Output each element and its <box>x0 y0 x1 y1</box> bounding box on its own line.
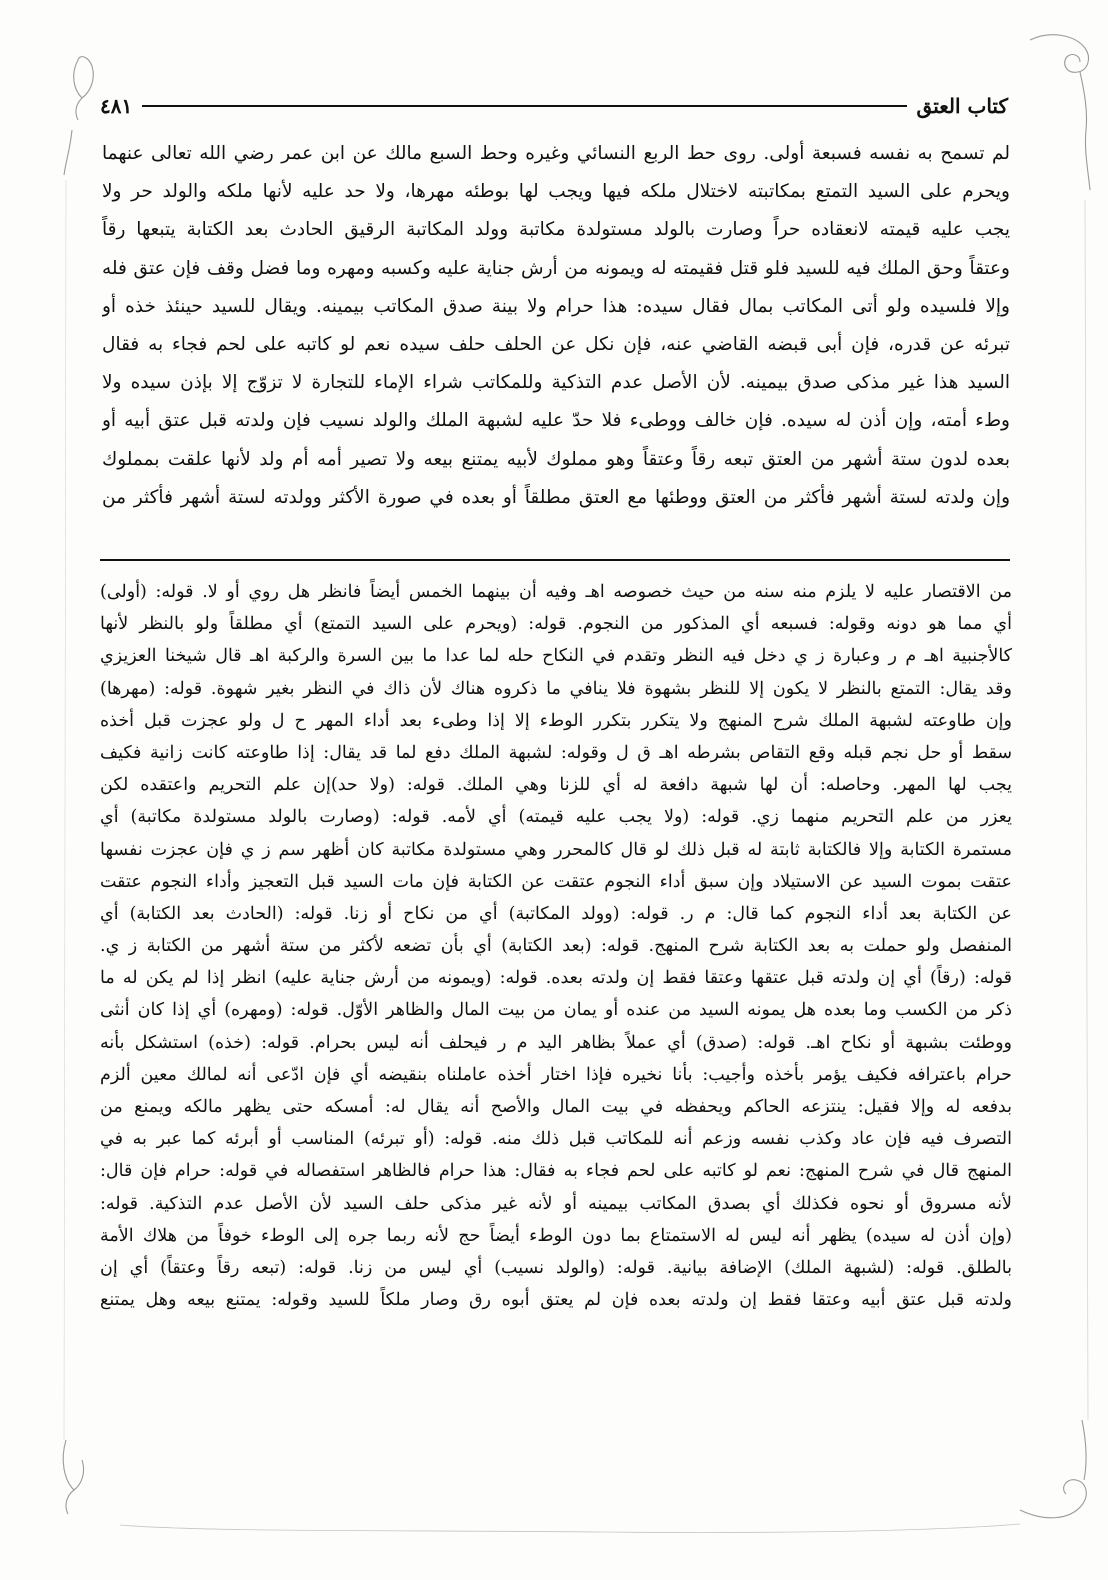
footnote-line: يعزر من علم التحريم منهما زي. قوله: (ولا يجب عليه قيمته) أي لأمه. قوله: (وصارت بالولد مستولدة مكاتبة) أي <box>100 807 1012 828</box>
text-line: ويحرم على السيد التمتع بمكاتبته لاختلال ملكه فيها ويجب لها بوطئه مهرها، ولا حد عليه لأنها ملكه والولد حر ولا <box>102 181 1010 203</box>
footnote-line: بالطلق. قوله: (لشبهة الملك) الإضافة بيانية. قوله: (والولد نسيب) أي ليس من زنا. قوله: (تبعه رقاً وعتقاً) أي إن <box>100 1257 1012 1278</box>
footnote-divider <box>100 559 1010 561</box>
footnote-line: (وإن أذن له سيده) يظهر أنه ليس له الاستمتاع بما دون الوطء أيضاً حج لأنه ربما جره إلى الوطء خوفاً من هلاك الأمة <box>100 1225 1012 1246</box>
footnote-line: المنهج قال في شرح المنهج: نعم لو كاتبه على لحم فجاء به فقال: هذا حرام فالظاهر استفصاله في قوله: حرام فإن قال: <box>100 1161 1012 1182</box>
text-line: وإن ولدته لستة أشهر فأكثر من العتق ووطئها مع العتق مطلقاً أو بعده في صورة الأكثر وولدته لستة أشهر فأكثر من <box>102 486 1010 508</box>
footnote-line: المنفصل ولو حملت به بعد الكتابة شرح المنهج. قوله: (بعد الكتابة) أي بأن تضعه لأكثر من ستة أشهر من الكتابة ز ي. <box>100 936 1012 957</box>
text-line: السيد هذا غير مذكى صدق بيمينه. لأن الأصل عدم التذكية وللمكاتب شراء الإماء للتجارة لا تزوّج إلا بإذن سيده ولا <box>102 372 1010 394</box>
text-line: لم تسمح به نفسه فسبعة أولى. روى حط الربع النسائي وغيره وحط السبع مالك عن ابن عمر رضي الله تعالى عنهما <box>102 143 1010 164</box>
footnote-line: حرام باعترافه فكيف يؤمر بأخذه وأجيب: بأنا نخيره فإذا اختار أخذه عاملناه بنقيضه أي فإن ادّعى أنه لمالك معين ألزم <box>100 1064 1012 1085</box>
footnote-line: قوله: (رقاً) أي إن ولدته قبل عتقها وعتقا فقط إن ولدته بعده. قوله: (ويمونه من أرش جناية عليه) انظر إذا لم يكن له ما <box>100 968 1012 989</box>
footnote-line: بدفعه له وإلا فقيل: ينتزعه الحاكم ويحفظه في بيت المال والأصح أنه يقال له: أمسكه حتى يظهر مالكه ويمنع من <box>100 1097 1012 1117</box>
footnotes-text <box>100 576 1012 1316</box>
footnote-line: مستمرة الكتابة وإلا فالكتابة ثابتة له قبل ذلك لو قال كالمحرر وهي مستولدة مكاتبة كان أظهر سم ز ي فإن عجزت نفسها <box>100 839 1012 860</box>
footnote-line: سقط أو حل نجم قبله وقع التقاص بشرطه اهـ ق ل وقوله: لشبهة الملك دفع لما قد يقال: إذا طاوعته كانت زانية فكيف <box>100 742 1012 763</box>
footnote-line: يجب لها المهر. وحاصله: أن لها شبهة دافعة له أي للزنا وهي الملك. قوله: (ولا حد)إن علم التحريم واعتقده لكن <box>100 775 1012 796</box>
footnote-line: أي مما هو دونه وقوله: فسبعه أي المذكور من النجوم. قوله: (ويحرم على السيد التمتع) أي مطلقاً ولو بالنظر لأنها <box>100 614 1012 635</box>
text-line: وعتقاً وحق الملك فيه للسيد فلو قتل فقيمته له ويمونه من أرش جناية عليه وكسبه ومهره وما فضل وقف فإن عتق فله <box>102 257 1010 279</box>
footnote-line: التصرف فيه فإن عاد وكذب نفسه وزعم أنه للمكاتب قبل ذلك منه. قوله: (أو تبرئه) المناسب أو أبرئه كما عبر به في <box>100 1129 1012 1150</box>
text-line: وإلا فلسيده ولو أتى المكاتب بمال فقال سيده: هذا حرام ولا بينة صدق المكاتب بيمينه. ويقال للسيد حينئذ خذه أو <box>102 295 1010 317</box>
text-line: يجب عليه قيمته لانعقاده حراً وصارت بالولد مستولدة مكاتبة وولد المكاتبة الرقيق الحادث بعد الكتابة يتبعها رقاً <box>102 219 1010 241</box>
footnote-line: وقد يقال: التمتع بالنظر لا يكون إلا للنظر بشهوة فلا ينافي ما ذكروه هناك لأن ذاك في النظر بغير شهوة. قوله: (مهرها) <box>100 678 1012 699</box>
footnote-line: ووطئت بشبهة أو نكاح اهـ. قوله: (صدق) أي عملاً بظاهر اليد م ر فيحلف أنه ليس بحرام. قوله: (خذه) استشكل بأنه <box>100 1032 1012 1053</box>
text-line: بعده لدون ستة أشهر من العتق تبعه رقاً وعتقاً وهو مملوك لأبيه يمتنع بيعه ولا تصير أمه أم ولد لأنها علقت بمملوك <box>102 448 1010 470</box>
footnote-line: عتقت بموت السيد عن الاستيلاد وإن سبق أداء النجوم عتقت عن الكتابة فإن مات السيد قبل التعجيز وأداء النجوم عتقت <box>100 871 1012 892</box>
running-header <box>100 88 1008 124</box>
footnote-line: كالأجنبية اهـ م ر وعبارة ز ي دخل فيه النظر وتقدم في النكاح حله لما عدا ما بين السرة والركبة اهـ قال شيخنا العزيزي <box>100 646 1012 667</box>
text-line: وطء أمته، وإن أذن له سيده. فإن خالف ووطىء فلا حدّ عليه لشبهة الملك والولد نسيب فإن ولدته قبل عتق أبيه أو <box>102 410 1010 432</box>
main-text <box>102 135 1010 517</box>
page-number: ٤٨١ <box>100 94 133 118</box>
text-line: تبرئه عن قدره، فإن أبى قبضه القاضي عنه، فإن نكل عن الحلف حلف سيده نعم لو كاتبه على لحم فجاء به فقال <box>102 333 1010 355</box>
footnote-line: ذكر من الكسب وما بعده هل يمونه السيد من عنده أو يمان من بيت المال والظاهر الأوّل. قوله: (ومهره) أي إذا كان أنثى <box>100 1000 1012 1021</box>
header-rule <box>142 105 906 107</box>
footnote-line: من الاقتصار عليه لا يلزم منه سنه من حيث خصوصه اهـ وفيه أن بينهما الخمس أيضاً فانظر هل روي أو لا. قوله: (أولى) <box>100 582 1012 602</box>
chapter-title: كتاب العتق <box>916 94 1008 118</box>
footnote-line: عن الكتابة بعد أداء النجوم كما قال: م ر. قوله: (وولد المكاتبة) أي من نكاح أو زنا. قوله: (الحادث بعد الكتابة) أي <box>100 903 1012 924</box>
footnote-line: ولدته قبل عتق أبيه وعتقا فقط إن ولدته بعده فإن لم يعتق أبوه رق وصار ملكاً للسيد وقوله: يمتنع بيعه وهل يمتنع <box>100 1290 1012 1311</box>
footnote-line: لأنه مسروق أو نحوه فكذلك أي بصدق المكاتب بيمينه أو لأنه غير مذكى حلف السيد لأن الأصل عدم التذكية. قوله: <box>100 1193 1012 1214</box>
footnote-line: وإن طاوعته لشبهة الملك شرح المنهج ولا يتكرر بتكرر الوطء إلا إذا وطىء بعد أداء المهر ح ل ولو عجزت قبل أخذه <box>100 710 1012 731</box>
